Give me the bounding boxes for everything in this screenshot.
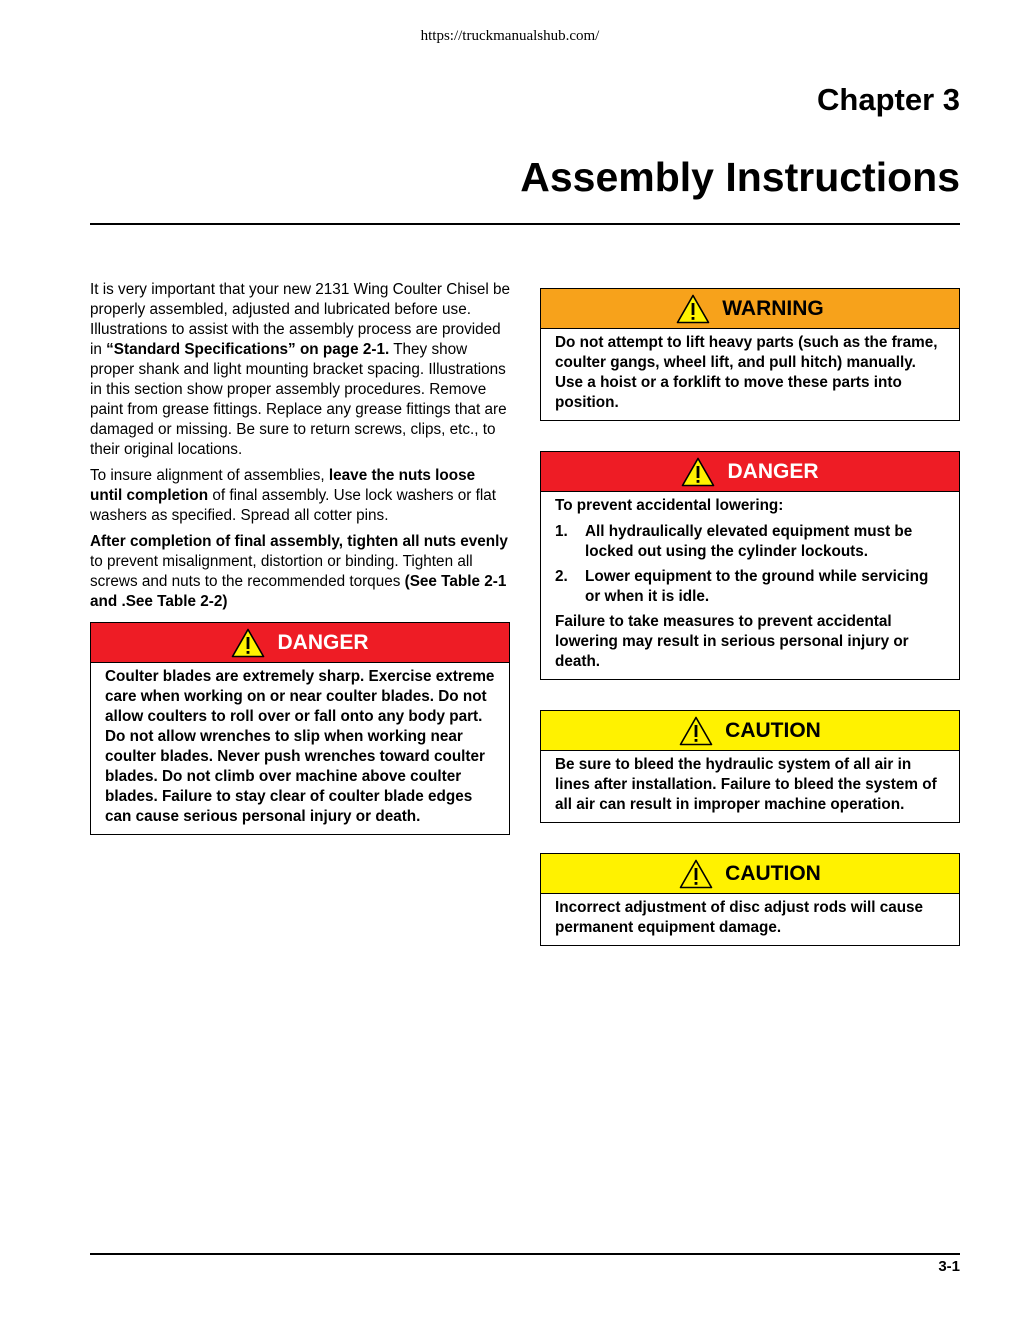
danger-intro: To prevent accidental lowering: (555, 497, 784, 514)
caution-label: CAUTION (725, 861, 821, 885)
danger-label: DANGER (727, 459, 819, 483)
right-column (540, 288, 960, 976)
warning-body (541, 329, 959, 420)
intro-paragraph-1: It is very important that your new 2131 Wing Coulter Chisel be properly assembled, adjusted and lubricated before use. Illustrations to assist with the assembly process are provided in “Standard Specifications” on page 2-1. They show proper shank and light mounting bracket spacing. Illustrations in this section show proper assembly procedures. Remove paint from grease fittings. Replace any grease fittings that are damaged or missing. Be sure to return screws, clips, etc., to their original locations. (90, 281, 511, 458)
caution-header (541, 711, 959, 751)
caution-label: CAUTION (725, 718, 821, 742)
table-reference-link[interactable]: (See Table 2-1 and .See Table 2-2) (90, 573, 507, 610)
caution-header (541, 854, 959, 894)
warning-box-heavy-parts (540, 288, 960, 421)
footer-rule (90, 1253, 960, 1255)
chapter-label: Chapter 3 (817, 82, 960, 117)
warning-triangle-icon (681, 457, 715, 487)
step-text: All hydraulically elevated equipment must be locked out using the cylinder lockouts. (585, 523, 913, 560)
caution-text: Incorrect adjustment of disc adjust rods will cause permanent equipment damage. (555, 899, 924, 936)
page-title: Assembly Instructions (520, 154, 960, 200)
step-number: 2. (555, 568, 568, 585)
danger-box-accidental-lowering (540, 451, 960, 680)
warning-text: Do not attempt to lift heavy parts (such as the frame, coulter gangs, wheel lift, and pull hitch) manually. Use a hoist or a forklift to move these parts into position. (555, 334, 938, 411)
header-rule (90, 223, 960, 225)
danger-text: Coulter blades are extremely sharp. Exercise extreme care when working on or near coulter blades. Do not allow coulters to roll over or fall onto any body part. Do not allow wrenches to slip when working near coulter blades. Never push wrenches toward coulter blades. Do not climb over machine above coulter blades. Failure to stay clear of coulter blade edges can cause serious personal injury or death. (105, 668, 495, 825)
danger-body (541, 492, 959, 679)
warning-triangle-icon (676, 294, 710, 324)
danger-body (91, 663, 509, 834)
danger-header (91, 623, 509, 663)
danger-steps (555, 522, 945, 607)
warning-header (541, 289, 959, 329)
caution-box-disc-adjust (540, 853, 960, 946)
caution-body (541, 894, 959, 945)
warning-label: WARNING (722, 296, 824, 320)
spec-reference-link[interactable]: “Standard Specifications” on page 2-1. (106, 341, 390, 358)
danger-header (541, 452, 959, 492)
intro-paragraph-3: After completion of final assembly, tighten all nuts evenly to prevent misalignment, distortion or binding. Tighten all screws and nuts to the recommended torques (See Table 2-1 and .See Table 2-2) (90, 533, 508, 610)
danger-box-coulter-blades (90, 622, 510, 835)
list-item (555, 522, 945, 562)
source-url: https://truckmanualshub.com/ (420, 28, 600, 44)
left-column (90, 280, 510, 865)
warning-triangle-icon (231, 628, 265, 658)
caution-text: Be sure to bleed the hydraulic system of all air in lines after installation. Failure to bleed the system of all air can result in improper machine operation. (555, 756, 937, 813)
step-text: Lower equipment to the ground while servicing or when it is idle. (585, 568, 929, 605)
caution-box-bleed-hydraulics (540, 710, 960, 823)
intro-paragraph-2: To insure alignment of assemblies, leave the nuts loose until completion of final assembly. Use lock washers or flat washers as specified. Spread all cotter pins. (90, 467, 497, 524)
step-number: 1. (555, 523, 568, 540)
danger-label: DANGER (277, 630, 369, 654)
danger-outro: Failure to take measures to prevent accidental lowering may result in serious personal injury or death. (555, 613, 909, 670)
warning-triangle-icon (679, 859, 713, 889)
warning-triangle-icon (679, 716, 713, 746)
list-item (555, 567, 945, 607)
page-number: 3-1 (938, 1258, 960, 1275)
caution-body (541, 751, 959, 822)
